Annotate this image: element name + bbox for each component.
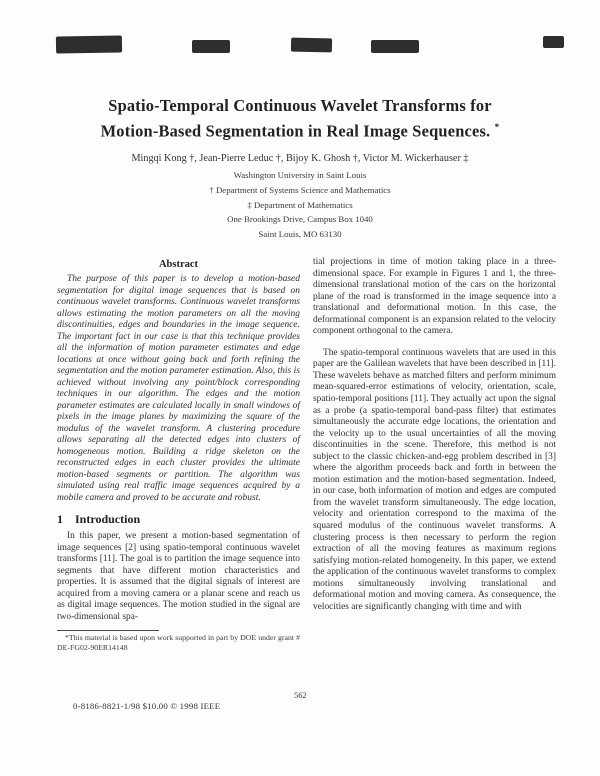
abstract-heading: Abstract: [158, 259, 199, 270]
two-column-body: [57, 257, 556, 653]
section-number: 1: [57, 512, 63, 526]
scan-artifact-mark: [192, 40, 230, 53]
affiliation-city: Saint Louis, MO 63130: [258, 228, 342, 239]
affiliation-dept-ssm: † Department of Systems Science and Mathematics: [209, 185, 391, 196]
footnote-text: *This material is based upon work supported in part by DOE under grant # DE-FG02-90ER14148: [57, 633, 300, 652]
title-footnote-mark: *: [494, 121, 500, 132]
paper-title-line2: Motion-Based Segmentation in Real Image Sequences.: [100, 120, 491, 140]
intro-paragraph: In this paper, we present a motion-based segmentation of image sequences [2] using spatio-temporal continuous wavelet transforms [11]. The goal is to partition the image sequence into segments that have different motion characteristics and properties. It is assumed that the digital signals of interest are acquired from a moving camera or a planar scene and reach us as digital image sequences. The motion studied in the signal are two-dimensional spa-: [57, 531, 300, 622]
affiliation-address: One Brookings Drive, Campus Box 1040: [227, 214, 373, 225]
body-paragraph-continuation: tial projections in time of motion taking place in a three-dimensional space. For example in Figures 1 and 1, the three-dimensional translational motion of the cars on the horizontal plane of the road is transformed in the image sequence into a translational and deformational motion. In this case, the deformational component is an expansion related to the velocity component orthogonal to the camera.: [313, 257, 556, 337]
right-column: [313, 257, 556, 653]
page-number: 562: [294, 691, 307, 700]
abstract-paragraph: The purpose of this paper is to develop a motion-based segmentation for digital image sequences that is based on continuous wavelet transforms. Continuous wavelet transforms allows estimating the motion parameters on all the moving discontinuities, edges and boundaries in the image sequence. The important fact in our case is that this technique provides all the information of motion parameter estimates and edge locations at once without going back and forth refining the segmentation and the motion parameter estimation. Also, this is achieved without involving any point/block corresponding techniques in our algorithm. The edges and the motion parameter estimates are calculated locally in small windows of pixels in the image planes by maximizing the square of the modulus of the wavelet transform. A clustering procedure allows separating all the detected edges into clusters of homogeneous motion. Building a ridge skeleton on the reconstructed edges in each cluster provides the ultimate motion-based segments or partition. The algorithm was simulated using real traffic image sequences acquired by a mobile camera and proved to be accurate and robust.: [57, 274, 300, 503]
copyright-line: 0-8186-8821-1/98 $10.00 © 1998 IEEE: [73, 701, 221, 711]
scan-artifact-mark: [56, 35, 122, 53]
scan-artifact-mark: [371, 40, 419, 53]
affiliation-block: [0, 168, 600, 241]
paper-title-line1: Spatio-Temporal Continuous Wavelet Transforms for: [108, 96, 492, 115]
scan-artifact-mark: [543, 36, 564, 48]
paper-title: [0, 95, 600, 141]
body-paragraph-wavelets: The spatio-temporal continuous wavelets that are used in this paper are the Galilean wavelets that have been described in [11]. These wavelets behave as matched filters and perform minimum mean-squared-error estimations of velocity, orientation, scale, spatio-temporal positions [11]. They actually act upon the signal as a probe (a spatio-temporal band-pass filter) that estimates simultaneously the accurate edge locations, the orientation and the velocity up to the usual uncertainties of all the moving discontinuities in the scene. Therefore, this method is not subject to the classic chicken-and-egg problem described in [3] where the algorithm proceeds back and forth in between the motion estimation and the motion-based segmentation. Indeed, in our case, both information of motion and edges are computed from the wavelet transform simultaneously. The edge location, velocity and orientation correspond to the maxima of the squared modulus of the continuous wavelet transforms. A clustering process is then necessary to perform the region extraction of all the moving features as maximum regions satisfying motion-related homogeneity. In this paper, we extend the application of the continuous wavelet transforms to complex motions simultaneously involving translational and deformational motion and moving camera. As consequence, the velocities are significantly changing with time and with: [313, 347, 556, 612]
footnote-rule: [57, 630, 159, 631]
authors-line: Mingqi Kong †, Jean-Pierre Leduc †, Bijoy K. Ghosh †, Victor M. Wickerhauser ‡: [131, 153, 469, 165]
affiliation-dept-math: ‡ Department of Mathematics: [247, 199, 353, 210]
left-column: [57, 257, 300, 653]
section-title: Introduction: [75, 512, 141, 526]
scan-artifact-mark: [291, 38, 332, 53]
title-block: [0, 95, 600, 241]
affiliation-university: Washington University in Saint Louis: [233, 170, 367, 181]
section-heading-introduction: [57, 512, 300, 527]
footnote-block: [57, 630, 300, 652]
